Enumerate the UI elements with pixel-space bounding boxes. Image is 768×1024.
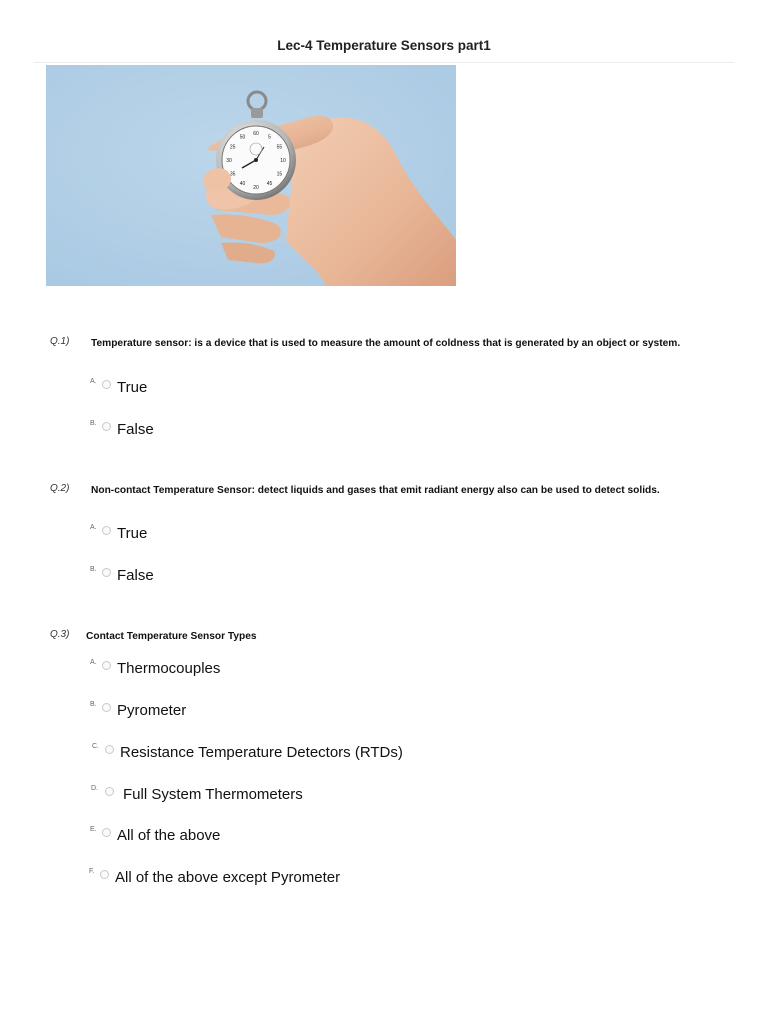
option-label: True [117, 379, 148, 396]
q1-option-b[interactable] [0, 420, 768, 442]
q2-option-b[interactable] [0, 566, 768, 588]
q3-option-e[interactable] [0, 826, 768, 848]
dial-number: 55 [276, 144, 283, 151]
option-letter: A. [90, 659, 97, 666]
q3-option-f-radio[interactable] [100, 870, 109, 879]
question-number: Q.1) [50, 336, 70, 347]
option-label: All of the above except Pyrometer [115, 869, 341, 886]
dial-number: 50 [239, 134, 246, 141]
q3-option-a-radio[interactable] [102, 661, 111, 670]
dial-number: 45 [266, 181, 273, 188]
dial-number: 20 [253, 184, 259, 191]
q3-option-b-radio[interactable] [102, 703, 111, 712]
question-number: Q.2) [50, 483, 70, 494]
option-letter: B. [90, 566, 97, 573]
page-title: Lec-4 Temperature Sensors part1 [277, 38, 491, 53]
dial-number: 60 [253, 130, 259, 137]
q1-option-a[interactable] [0, 378, 768, 400]
dial-number: 35 [229, 171, 236, 178]
question-text: Temperature sensor: is a device that is used to measure the amount of coldness that is generated by an object or system. [91, 338, 681, 349]
option-label: Thermocouples [117, 660, 221, 677]
stopwatch-illustration [46, 65, 456, 286]
q1-option-b-radio[interactable] [102, 422, 111, 431]
q2-option-a-radio[interactable] [102, 526, 111, 535]
q1-option-a-radio[interactable] [102, 380, 111, 389]
q3-option-b[interactable] [0, 701, 768, 723]
option-label: False [117, 421, 154, 438]
dial-number: 25 [229, 144, 236, 151]
option-label: True [117, 525, 148, 542]
dial-number: 30 [226, 157, 232, 164]
q3-option-d-radio[interactable] [105, 787, 114, 796]
question-text: Contact Temperature Sensor Types [86, 631, 257, 642]
q3-option-a[interactable] [0, 659, 768, 681]
option-letter: A. [90, 524, 97, 531]
option-label: Pyrometer [117, 702, 187, 719]
dial-number: 10 [280, 157, 286, 164]
option-label: All of the above [117, 827, 221, 844]
q3-option-f[interactable] [0, 868, 768, 890]
q3-option-d[interactable] [0, 785, 768, 807]
stopwatch-photo [46, 65, 456, 286]
option-letter: B. [90, 420, 97, 427]
option-letter: B. [90, 701, 97, 708]
option-label: False [117, 567, 154, 584]
q2-option-a[interactable] [0, 524, 768, 546]
dial-number: 5 [268, 134, 271, 141]
option-letter: C. [92, 743, 99, 750]
option-label: Full System Thermometers [123, 786, 303, 803]
q3-option-c-radio[interactable] [105, 745, 114, 754]
option-letter: D. [91, 785, 98, 792]
option-letter: E. [90, 826, 97, 833]
question-number: Q.3) [50, 629, 70, 640]
q2-option-b-radio[interactable] [102, 568, 111, 577]
dial-number: 15 [276, 171, 283, 178]
dial-number: 40 [239, 181, 246, 188]
q3-option-c[interactable] [0, 743, 768, 765]
option-letter: A. [90, 378, 97, 385]
question-text: Non-contact Temperature Sensor: detect liquids and gases that emit radiant energy also can be used to detect solids. [91, 485, 660, 496]
option-letter: F. [89, 868, 95, 875]
option-label: Resistance Temperature Detectors (RTDs) [120, 744, 403, 761]
header-divider [34, 62, 734, 63]
q3-option-e-radio[interactable] [102, 828, 111, 837]
